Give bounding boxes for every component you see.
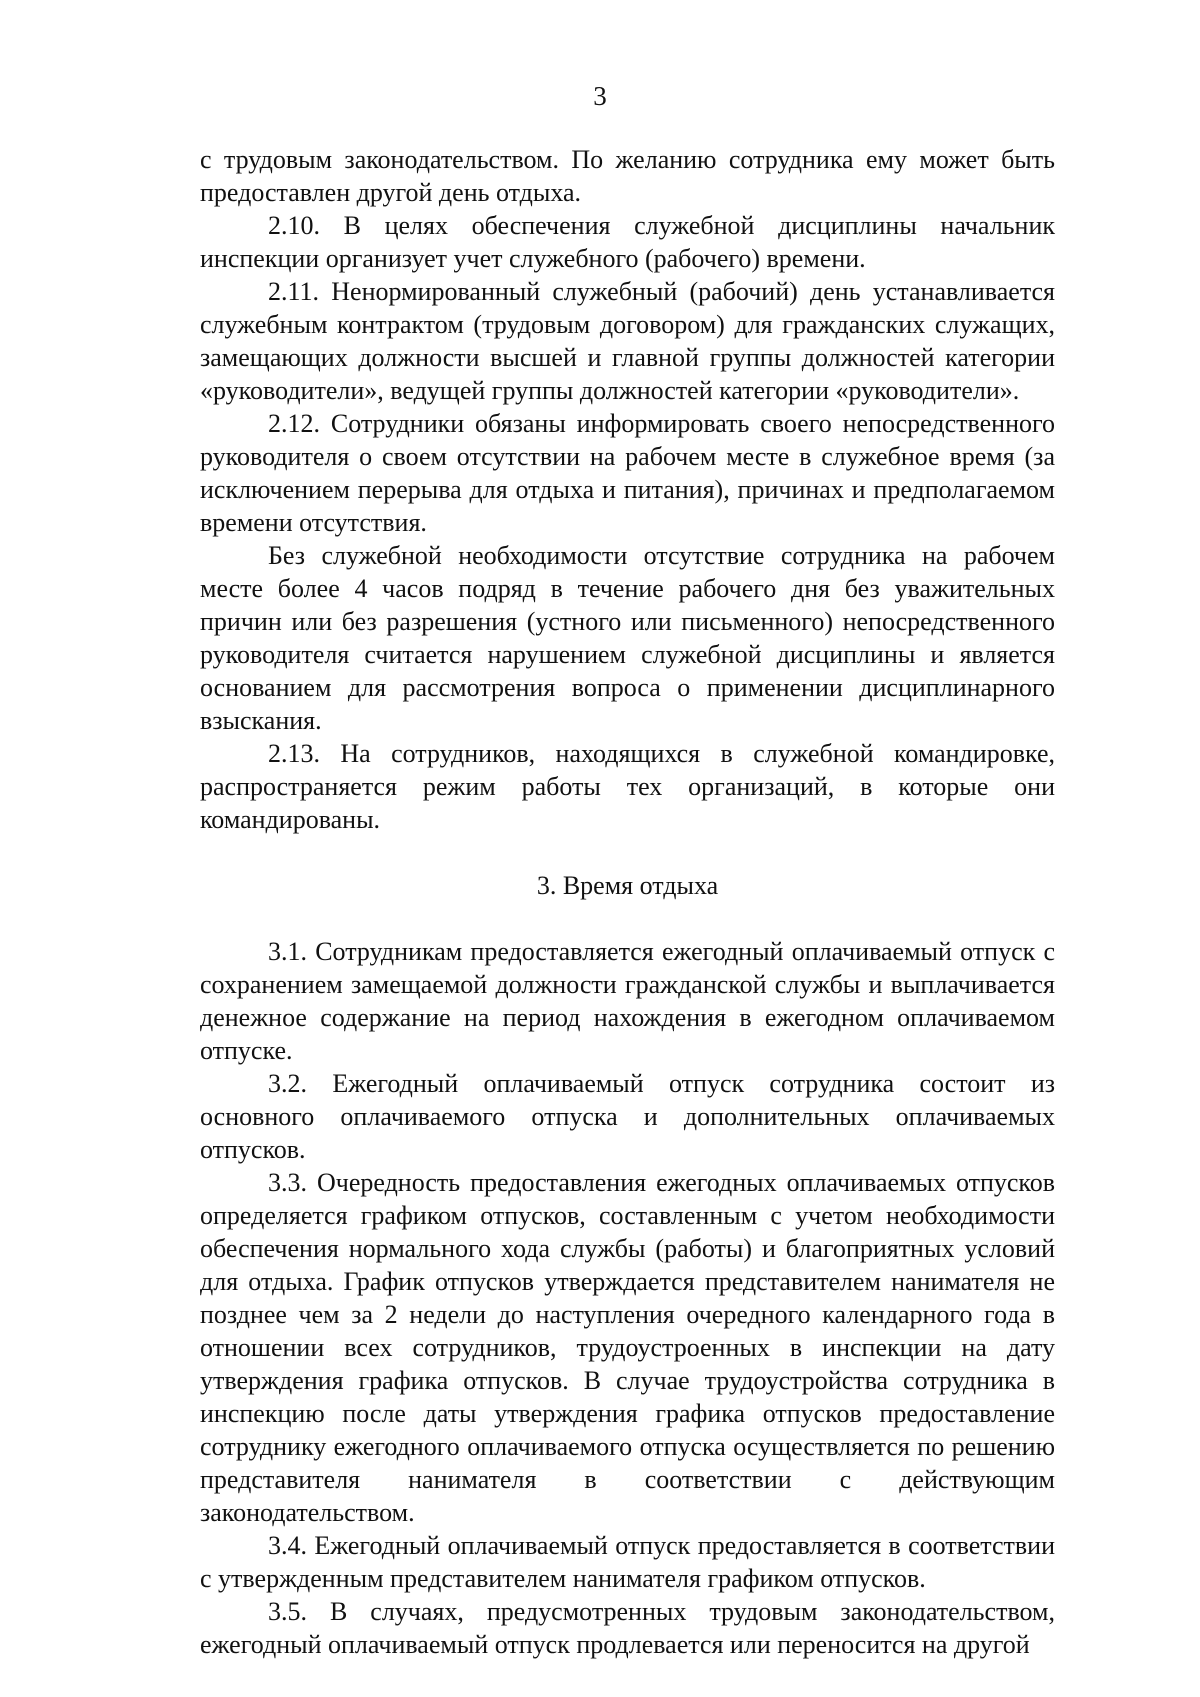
section-spacer: [200, 836, 1055, 869]
paragraph-absence: Без служебной необходимости отсутствие сотрудника на рабочем месте более 4 часов подряд в течение рабочего дня без уважительных причин или без разрешения (устного или письменного) непосредственного руководителя считается нарушением служебной дисциплины и является основанием для рассмотрения вопроса о применении дисциплинарного взыскания.: [200, 541, 1055, 735]
section-spacer: [200, 902, 1055, 935]
paragraph-3-5: 3.5. В случаях, предусмотренных трудовым законодательством, ежегодный оплачиваемый отпуск продлевается или переносится на другой: [200, 1597, 1055, 1659]
page-number: 3: [593, 81, 607, 111]
paragraph-2-13: 2.13. На сотрудников, находящихся в служебной командировке, распространяется режим работы тех организаций, в которые они командированы.: [200, 739, 1055, 834]
paragraph-3-4: 3.4. Ежегодный оплачиваемый отпуск предоставляется в соответствии с утвержденным представителем нанимателя графиком отпусков.: [200, 1531, 1055, 1593]
document-body: [200, 143, 1055, 1661]
paragraph-3-1: 3.1. Сотрудникам предоставляется ежегодный оплачиваемый отпуск с сохранением замещаемой должности гражданской службы и выплачивается денежное содержание на период нахождения в ежегодном оплачиваемом отпуске.: [200, 937, 1055, 1065]
paragraph-3-2: 3.2. Ежегодный оплачиваемый отпуск сотрудника состоит из основного оплачиваемого отпуска и дополнительных оплачиваемых отпусков.: [200, 1069, 1055, 1164]
paragraph-continuation: с трудовым законодательством. По желанию сотрудника ему может быть предоставлен другой день отдыха.: [200, 145, 1055, 207]
paragraph-2-12: 2.12. Сотрудники обязаны информировать своего непосредственного руководителя о своем отсутствии на рабочем месте в служебное время (за исключением перерыва для отдыха и питания), причинах и предполагаемом времени отсутствия.: [200, 409, 1055, 537]
paragraph-2-11: 2.11. Ненормированный служебный (рабочий) день устанавливается служебным контрактом (трудовым договором) для гражданских служащих, замещающих должности высшей и главной группы должностей категории «руководители», ведущей группы должностей категории «руководители».: [200, 277, 1055, 405]
section-heading: 3. Время отдыха: [536, 871, 719, 900]
paragraph-2-10: 2.10. В целях обеспечения служебной дисциплины начальник инспекции организует учет служебного (рабочего) времени.: [200, 211, 1055, 273]
paragraph-3-3: 3.3. Очередность предоставления ежегодных оплачиваемых отпусков определяется графиком отпусков, составленным с учетом необходимости обеспечения нормального хода службы (работы) и благоприятных условий для отдыха. График отпусков утверждается представителем нанимателя не позднее чем за 2 недели до наступления очередного календарного года в отношении всех сотрудников, трудоустроенных в инспекции на дату утверждения графика отпусков. В случае трудоустройства сотрудника в инспекцию после даты утверждения графика отпусков предоставление сотруднику ежегодного оплачиваемого отпуска осуществляется по решению представителя нанимателя в соответствии с действующим законодательством.: [200, 1168, 1055, 1527]
